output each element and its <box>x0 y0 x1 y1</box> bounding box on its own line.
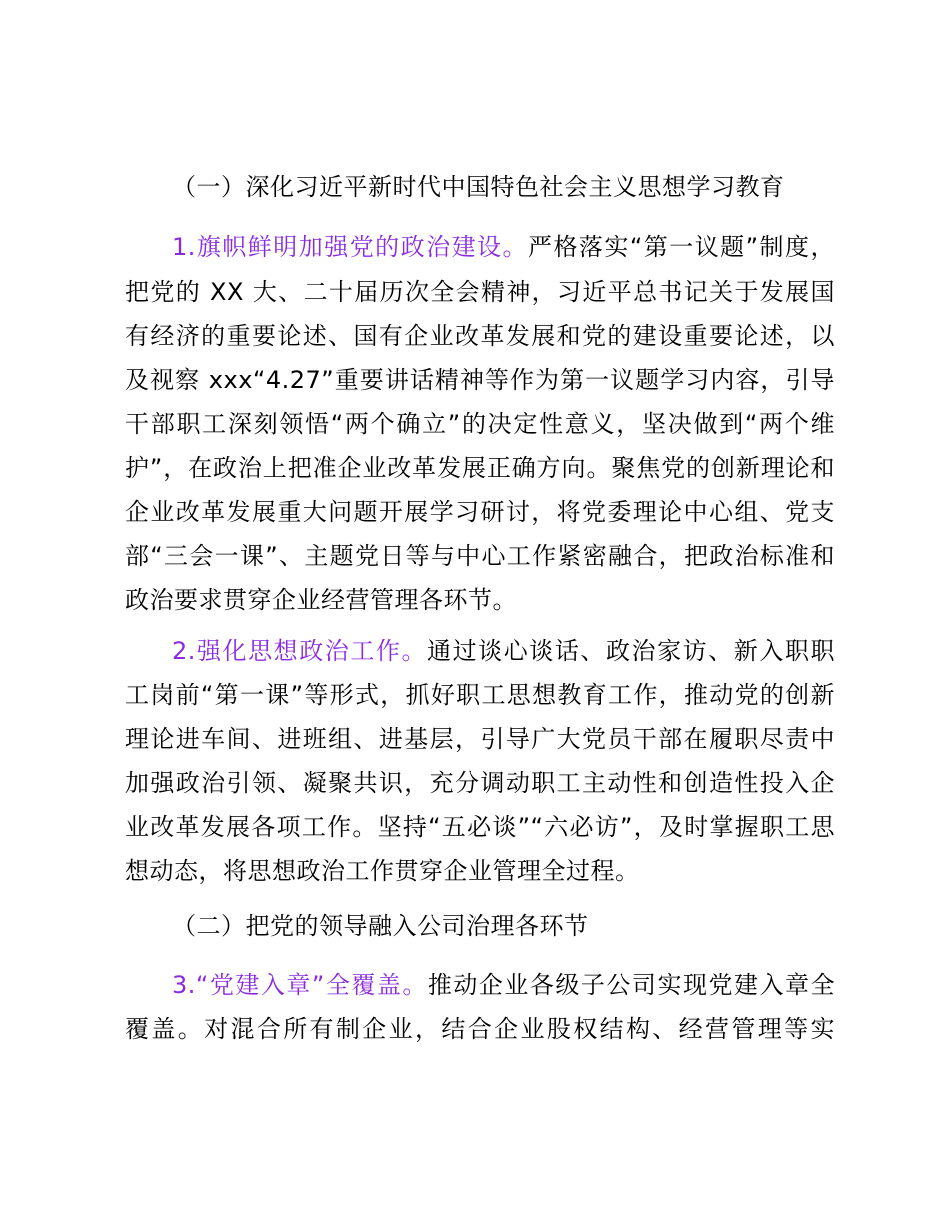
paragraph-line: 有经济的重要论述、国有企业改革发展和党的建设重要论述，以 <box>125 322 835 350</box>
item-text: 通过谈心谈话、政治家访、新入职职 <box>427 637 836 665</box>
paragraph-line: 企业改革发展重大问题开展学习研讨，将党委理论中心组、党支 <box>125 498 835 526</box>
paragraph-line: 覆盖。对混合所有制企业，结合企业股权结构、经营管理等实 <box>125 1015 835 1043</box>
paragraph-line: 把党的 XX 大、二十届历次全会精神，习近平总书记关于发展国 <box>125 278 835 306</box>
paragraph-line: 干部职工深刻领悟“两个确立”的决定性意义，坚决做到“两个维 <box>125 410 835 438</box>
paragraph-line <box>172 232 835 262</box>
item-text: 推动企业各级子公司实现党建入章全 <box>427 971 835 999</box>
paragraph-line: 业改革发展各项工作。坚持“五必谈”“六必访”，及时掌握职工思 <box>125 813 835 841</box>
paragraph-line: 及视察 xxx“4.27”重要讲话精神等作为第一议题学习内容，引导 <box>125 366 835 394</box>
paragraph-line: 加强政治引领、凝聚共识，充分调动职工主动性和创造性投入企 <box>125 769 835 797</box>
paragraph-line: 部“三会一课”、主题党日等与中心工作紧密融合，把政治标准和 <box>125 542 835 570</box>
item-title-3: 3.“党建入章”全覆盖。 <box>172 971 428 999</box>
paragraph-line: 工岗前“第一课”等形式，抓好职工思想教育工作，推动党的创新 <box>125 681 835 709</box>
item-title-1: 1.旗帜鲜明加强党的政治建设。 <box>172 233 528 261</box>
item-text: 严格落实“第一议题”制度， <box>527 233 835 261</box>
section-heading-2: （二）把党的领导融入公司治理各环节 <box>172 912 589 940</box>
paragraph-line: 想动态，将思想政治工作贯穿企业管理全过程。 <box>125 857 640 885</box>
item-title-2: 2.强化思想政治工作。 <box>172 637 428 665</box>
section-heading-1: （一）深化习近平新时代中国特色社会主义思想学习教育 <box>172 173 785 201</box>
paragraph-line <box>172 970 835 1000</box>
paragraph-line <box>172 636 835 666</box>
paragraph-line: 理论进车间、进班组、进基层，引导广大党员干部在履职尽责中 <box>125 725 835 753</box>
paragraph-line: 护”，在政治上把准企业改革发展正确方向。聚焦党的创新理论和 <box>125 454 835 482</box>
paragraph-line: 政治要求贯穿企业经营管理各环节。 <box>125 586 517 614</box>
